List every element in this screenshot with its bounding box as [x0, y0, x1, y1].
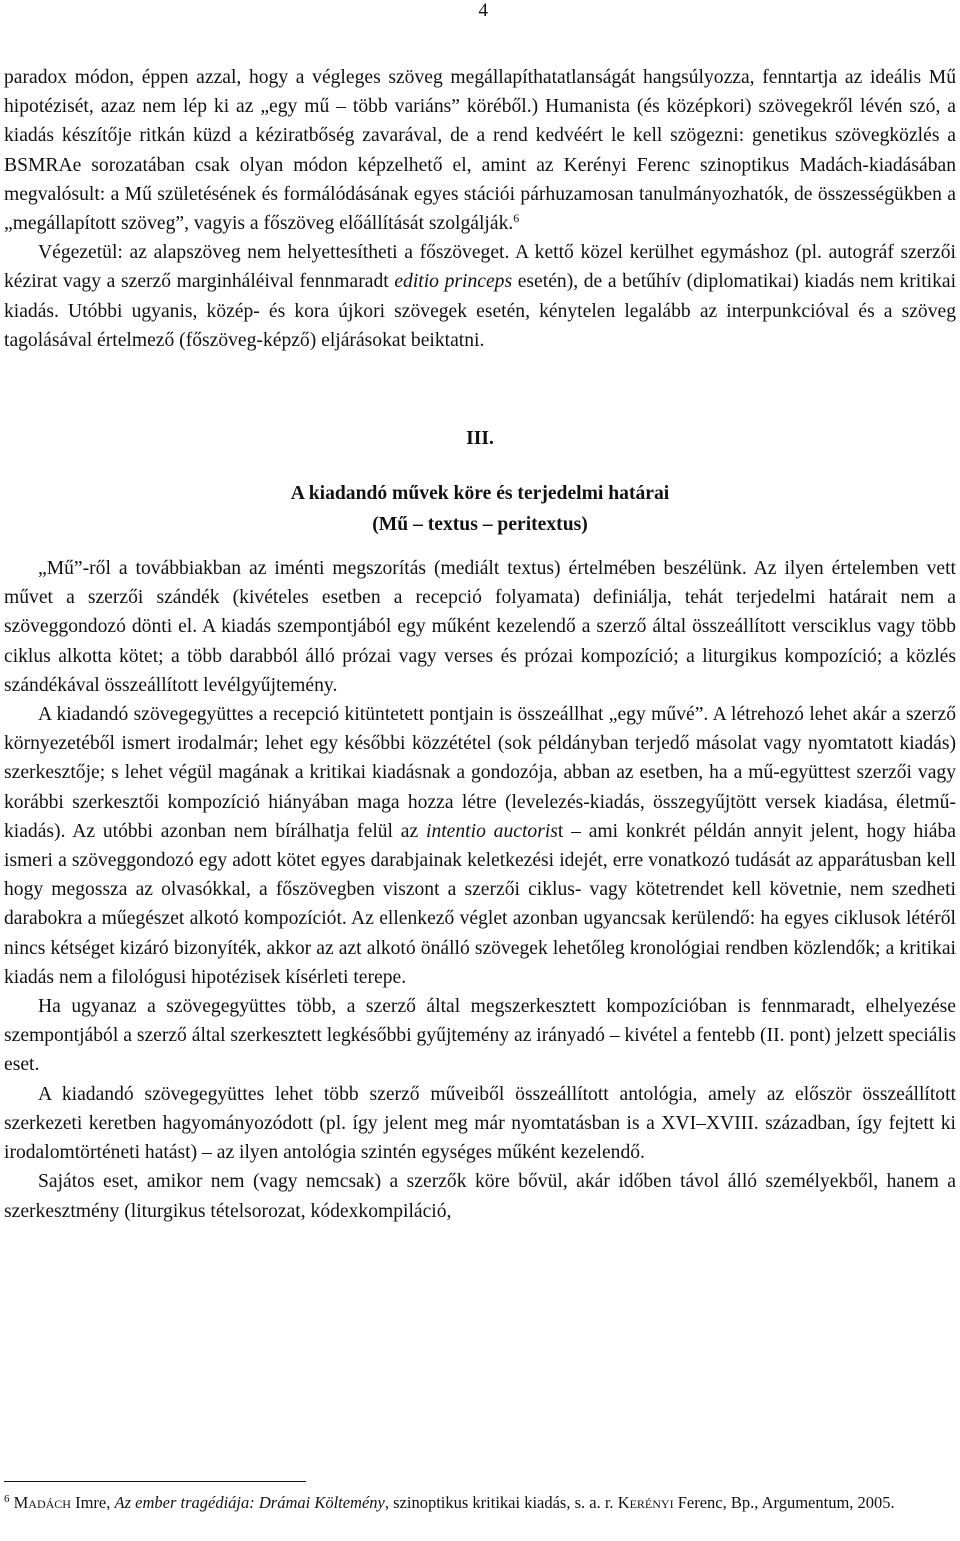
footnote-editor: Kerényi [617, 1493, 674, 1512]
footnote-details: , szinoptikus kritikai kiadás, s. a. r. [384, 1493, 618, 1512]
paragraph-3: „Mű”-ről a továbbiakban az iménti megszorítás (mediált textus) értelmében beszélünk. Az ilyen értelemben vett művet a szerzői szándék (kivételes esetben a recepció folyamata) definiálja, tehát terjedelmi határait nem a szöveggondozó dönti el. A kiadás szempontjából egy műként kezelendő a szerző által összeállított versciklus vagy több ciklus alkotta kötet; a több darabból álló prózai vagy verses és prózai kompozíció; a liturgikus kompozíció; a közlés szándékával összeállított levélgyűjtemény. [4, 558, 956, 696]
footnote-divider [4, 1481, 306, 1482]
footnote-reference: 6 [513, 211, 520, 226]
paragraph-1 [4, 63, 956, 238]
footnote-work-title: Az ember tragédiája: Drámai Költemény [114, 1493, 385, 1512]
italic-term-editio-princeps: editio princeps [394, 271, 513, 293]
paragraph-4 [4, 700, 956, 992]
footnote-publication: Ferenc, Bp., Argumentum, 2005. [673, 1493, 895, 1512]
italic-term-intentio-auctoris: intentio auctoris [426, 820, 558, 842]
footnote-author: Madách [13, 1493, 71, 1512]
paragraph-2 [4, 238, 956, 355]
paragraph-5: Ha ugyanaz a szövegegyüttes több, a szerző által megszerkesztett kompozícióban is fennmaradt, elhelyezése szempontjából a szerző által szerkesztett legkésőbbi gyűjtemény az irányadó – kivétel a fentebb (II. pont) jelzett speciális eset. [4, 996, 956, 1076]
paragraph-7: Sajátos eset, amikor nem (vagy nemcsak) a szerzők köre bővül, akár időben távol álló személyekből, hanem a szerkesztmény (liturgikus tételsorozat, kódexkompiláció, [4, 1171, 956, 1222]
page-body [4, 63, 956, 1226]
paragraph-6: A kiadandó szövegegyüttes lehet több szerző műveiből összeállított antológia, amely az először összeállított szerkezeti keretben hagyományozódott (pl. így jelent meg már nyomtatásban is a XVI–XVIII. században, így fejtett ki irodalomtörténeti hatást) – az ilyen antológia szintén egységes műként kezelendő. [4, 1083, 956, 1164]
paragraph-4-text-a: A kiadandó szövegegyüttes a recepció kitüntetett pontjain is összeállhat „egy művé”. A létrehozó lehet akár a szerző környezetéből ismert irodalmár; lehet egy későbbi közzététel (sok példányban terjedő másolat vagy nyomtatott kiadás) szerkesztője; s lehet végül magának a kritikai kiadásnak a gondozója, abban az esetben, ha a mű-együttest szerzői vagy korábbi szerkesztői kompozíció hiányában maga hozza létre (levelezés-kiadás, összegyűjtött versek kiadása, életmű-kiadás). Az utóbbi azonban nem bírálhatja felül az [4, 704, 956, 842]
footnote [4, 1491, 956, 1515]
footnote-number: 6 [4, 1493, 10, 1505]
paragraph-2-text-b: esetén), de a betűhív (diplomatikai) kiadás nem kritikai kiadás. Utóbbi ugyanis, közép- és kora újkori szövegek esetén, kénytelen legalább az interpunkcióval és a szöveg tagolásával értelmező (főszöveg-képző) eljárásokat beiktatni. [4, 271, 957, 351]
footnote-author-rest: Imre, [70, 1493, 115, 1512]
section-subtitle: (Mű – textus – peritextus) [372, 514, 588, 536]
page-number: 4 [478, 0, 488, 21]
paragraph-2-text-a: Végezetül: az alapszöveg nem helyettesítheti a főszöveget. A kettő közel kerülhet egymáshoz (pl. autográf szerzői kézirat vagy a szerző marginháléival fennmaradt [4, 242, 956, 293]
paragraph-4-text-b: t – ami konkrét példán annyit jelent, hogy hiába ismeri a szöveggondozó egy adott kötet egyes darabjainak keletkezési idejét, erre vonatkozó tudását az apparátusban kell hogy megossza az olvasókkal, a főszövegben viszont a szerzői ciklus- vagy kötetrendet kell követnie, nem szedheti darabokra a műegészet alkotó kompozíciót. Az ellenkező véglet azonban ugyancsak kerülendő: ha egyes ciklusok létéről nincs kétséget kizáró bizonyíték, akkor az azt alkotó önálló szövegek lehetőleg kronológiai rendben közlendők; a kritikai kiadás nem a filológusi hipotézisek kísérleti terepe. [4, 820, 956, 988]
paragraph-1-text: paradox módon, éppen azzal, hogy a végleges szöveg megállapíthatatlanságát hangsúlyozza, fenntartja az ideális Mű hipotézisét, azaz nem lép ki az „egy mű – több variáns” köréből.) Humanista (és középkori) szövegekről lévén szó, a kiadás készítője ritkán küzd a kéziratbőség zavarával, de a rend kedvéért le kell szögezni: genetikus szövegközlés a BSMRAe sorozatában csak olyan módon képzelhető el, amint az Kerényi Ferenc szinoptikus Madách-kiadásában megvalósult: a Mű születésének és formálódásának egyes stációi párhuzamosan tanulmányozhatók, de összességükben a „megállapított szöveg”, vagyis a főszöveg előállítását szolgálják. [4, 67, 956, 235]
section-title: A kiadandó művek köre és terjedelmi határai [290, 483, 670, 505]
section-numeral: III. [466, 428, 494, 450]
section-heading [4, 423, 956, 540]
